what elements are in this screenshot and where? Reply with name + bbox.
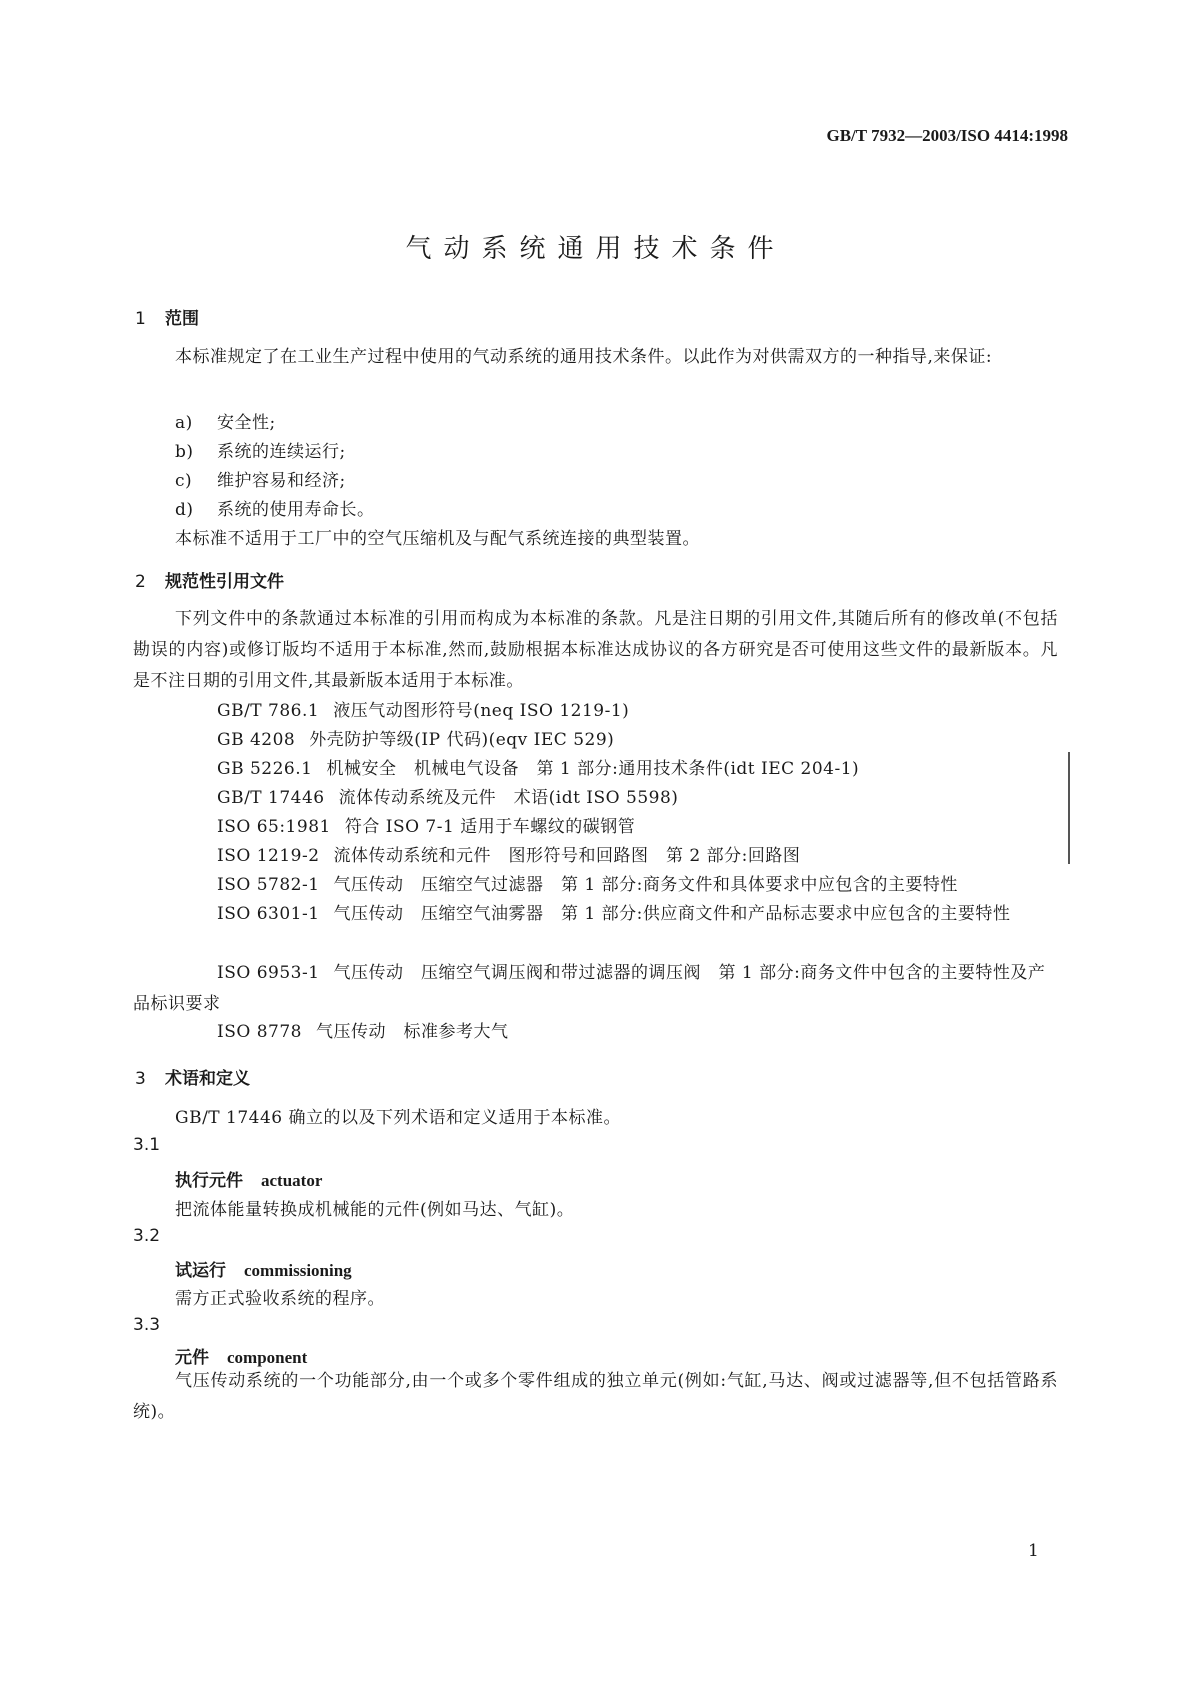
term-cn: 试运行: [175, 1261, 226, 1281]
reference-item: [133, 870, 1058, 901]
list-item-label: d): [175, 500, 194, 520]
margin-change-bar: [1068, 752, 1070, 864]
reference-item: [133, 783, 1058, 814]
term-definition: 把流体能量转换成机械能的元件(例如马达、气缸)。: [175, 1200, 575, 1220]
list-item: [175, 437, 346, 462]
term-heading: [175, 1166, 322, 1191]
reference-code: GB 4208: [217, 730, 296, 750]
reference-code: ISO 8778: [217, 1022, 302, 1042]
reference-code: GB/T 786.1: [217, 701, 320, 721]
term-heading: [175, 1256, 352, 1281]
reference-title: 气压传动 压缩空气调压阀和带过滤器的调压阀 第 1 部分:商务文件中包含的主要特性及产品标识要求: [133, 963, 1046, 1014]
list-item-text: 系统的使用寿命长。: [217, 500, 375, 520]
section-2-heading: [135, 567, 284, 592]
section-title: 规范性引用文件: [165, 572, 284, 592]
reference-item: [133, 899, 1058, 930]
list-item-text: 安全性;: [217, 413, 276, 433]
term-cn: 元件: [175, 1348, 209, 1368]
section-number: 3: [135, 1069, 146, 1089]
reference-item: [133, 812, 1058, 843]
term-definition: 气压传动系统的一个功能部分,由一个或多个零件组成的独立单元(例如:气缸,马达、阀或过滤器等,但不包括管路系统)。: [133, 1371, 1058, 1422]
section-1-heading: [135, 304, 199, 329]
section-1-exclusion: 本标准不适用于工厂中的空气压缩机及与配气系统连接的典型装置。: [175, 529, 700, 549]
reference-item: [133, 958, 1058, 1020]
reference-title: 气压传动 压缩空气过滤器 第 1 部分:商务文件和具体要求中应包含的主要特性: [333, 875, 958, 895]
section-3-intro: GB/T 17446 确立的以及下列术语和定义适用于本标准。: [175, 1108, 622, 1128]
reference-title: 机械安全 机械电气设备 第 1 部分:通用技术条件(idt IEC 204-1): [326, 759, 860, 779]
list-item-label: b): [175, 442, 194, 462]
section-title: 术语和定义: [165, 1069, 250, 1089]
clause-number: 3.2: [133, 1226, 161, 1246]
reference-item: [133, 696, 1058, 727]
reference-title: 气压传动 压缩空气油雾器 第 1 部分:供应商文件和产品标志要求中应包含的主要特性: [333, 904, 1011, 924]
reference-code: ISO 6953-1: [217, 963, 320, 983]
reference-title: 外壳防护等级(IP 代码)(eqv IEC 529): [309, 730, 615, 750]
reference-title: 气压传动 标准参考大气: [315, 1022, 509, 1042]
document-title: 气动系统通用技术条件: [405, 234, 786, 264]
term-en: actuator: [261, 1171, 323, 1190]
reference-item: [133, 725, 1058, 756]
standard-code: GB/T 7932—2003/ISO 4414:1998: [826, 126, 1068, 145]
clause-number: 3.1: [133, 1135, 161, 1155]
page-number: 1: [1028, 1541, 1039, 1561]
reference-code: ISO 5782-1: [217, 875, 320, 895]
section-number: 2: [135, 572, 146, 592]
reference-item: [133, 841, 1058, 872]
reference-item: [133, 754, 1058, 785]
list-item: [175, 408, 276, 433]
list-item-text: 维护容易和经济;: [217, 471, 346, 491]
term-cn: 执行元件: [175, 1171, 243, 1191]
list-item-text: 系统的连续运行;: [217, 442, 346, 462]
reference-code: GB/T 17446: [217, 788, 325, 808]
section-1-intro: 本标准规定了在工业生产过程中使用的气动系统的通用技术条件。以此作为对供需双方的一种指导,来保证:: [175, 347, 993, 367]
reference-item: [133, 1017, 1058, 1048]
list-item-label: a): [175, 413, 193, 433]
reference-code: ISO 1219-2: [217, 846, 320, 866]
section-2-intro: 下列文件中的条款通过本标准的引用而构成为本标准的条款。凡是注日期的引用文件,其随后所有的修改单(不包括勘误的内容)或修订版均不适用于本标准,然而,鼓励根据本标准达成协议的各方研究是否可使用这些文件的最新版本。凡是不注日期的引用文件,其最新版本适用于本标准。: [133, 609, 1058, 691]
section-3-heading: [135, 1064, 250, 1089]
list-item-label: c): [175, 471, 193, 491]
clause-number: 3.3: [133, 1315, 161, 1335]
list-item: [175, 466, 346, 491]
list-item: [175, 495, 375, 520]
reference-code: ISO 65:1981: [217, 817, 331, 837]
term-heading: [175, 1343, 307, 1368]
reference-code: ISO 6301-1: [217, 904, 320, 924]
reference-title: 流体传动系统和元件 图形符号和回路图 第 2 部分:回路图: [333, 846, 801, 866]
reference-title: 液压气动图形符号(neq ISO 1219-1): [333, 701, 630, 721]
term-en: component: [227, 1348, 308, 1367]
reference-code: GB 5226.1: [217, 759, 313, 779]
reference-title: 符合 ISO 7-1 适用于车螺纹的碳钢管: [344, 817, 636, 837]
reference-title: 流体传动系统及元件 术语(idt ISO 5598): [338, 788, 679, 808]
term-definition: 需方正式验收系统的程序。: [175, 1289, 385, 1309]
term-en: commissioning: [244, 1261, 352, 1280]
section-title: 范围: [165, 309, 199, 329]
section-number: 1: [135, 309, 146, 329]
